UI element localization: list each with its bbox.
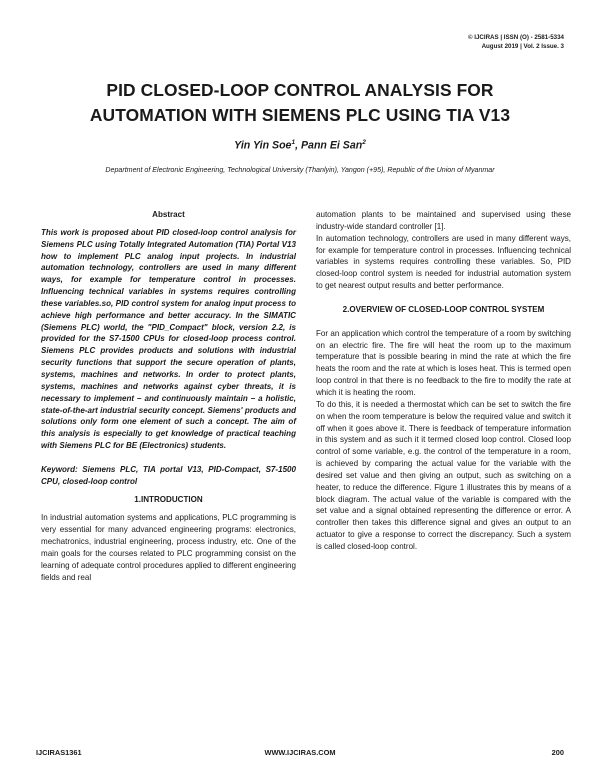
abstract-body: This work is proposed about PID closed-loop control analysis for Siemens PLC using Totally Integrated Automation (TIA) Portal V13 how to implement PLC analog input projects. In industrial automation technology, controllers are used in many different ways, for example for temperature control in processes. Influencing technical variables in systems requires controlling these variables.so, PID control system for analog input process to achieve high performance and better accuracy. In the SIMATIC (Siemens PLC) world, the "PID_Compact" block, version 2.2, is provided for the S7-1500 CPUs for closed-loop process control. Siemens PLC provides products and solutions with industrial security functions that support the secure operation of plants, systems, machines and networks. In order to protect plants, systems, machines and networks against cyber threats, it is necessary to implement – and continuously maintain – a holistic, state-of-the-art industrial security concept. Siemens' products and solutions only form one element of such a concept. The aim of this analysis is especially to get knowledge of practical teaching with Siemens PLC for BE (Electronics) students. [41, 227, 296, 451]
page-number: 200 [551, 748, 564, 757]
author-1: Yin Yin Soe [234, 139, 292, 152]
journal-issn: © IJCIRAS | ISSN (O) - 2581-5334 [467, 34, 564, 41]
title-line-1: PID CLOSED-LOOP CONTROL ANALYSIS FOR [106, 80, 494, 100]
journal-issue: August 2019 | Vol. 2 Issue. 3 [481, 42, 564, 50]
overview-paragraph-2: To do this, it is needed a thermostat which can be set to switch the fire on when the room temperature is below the required value and switch it off when it goes above it. There is feedback of temperature information in this system and as such it it termed closed loop control. Closed loop control of some variable, e.g. the control of the temperature in a room, is achieved by comparing the actual value for the variable with the desired set value and then giving an output, such as switching on a heater, to reduce the difference. Figure 1 illustrates this by means of a block diagram. The actual value of the variable is compared with the set value and a signal obtained representing the difference or error. A controller then takes this difference signal and gives an output to an actuator to give a response to correct the discrepancy. Such a system is called closed-loop control. [316, 399, 571, 551]
abstract-heading: Abstract [152, 210, 185, 219]
author-list [36, 139, 564, 152]
overview-paragraph-1: For an application which control the temperature of a room by switching on an electric fire. The fire will heat the room up to the maximum temperature that is possible bearing in mind the rate at which the fire heats the room and the rate at which is loses heat. This is termed open loop control in that there is no feedback to the fire to modify the rate at which it is heating the room. [316, 328, 571, 397]
author-2: Pann Ei San [300, 139, 363, 152]
keywords: Keyword: Siemens PLC, TIA portal V13, PID-Compact, S7-1500 CPU, closed-loop control [41, 464, 296, 486]
author-separator: , [295, 139, 301, 152]
footer-website: WWW.IJCIRAS.COM [264, 748, 336, 757]
author-1-affil: 1 [291, 139, 296, 146]
intro-paragraph-1: In industrial automation systems and applications, PLC programming is very essential for many advanced engineering programs: electronics, mechatronics, industrial engineering, process industry, etc. One of the main goals for the courses related to PLC programming consist on the learning of adequate control procedures applied to different engineering fields and real [41, 513, 296, 582]
footer-paper-id: IJCIRAS1361 [36, 748, 82, 757]
title-line-2: AUTOMATION WITH SIEMENS PLC USING TIA V13 [89, 104, 511, 125]
intro-paragraph-1-continued: automation plants to be maintained and supervised using these industry-wide standard controller [1]. [316, 210, 571, 231]
intro-heading: 1.INTRODUCTION [134, 494, 203, 504]
intro-paragraph-2: In automation technology, controllers are used in many different ways, for example for temperature control in processes. Influencing technical variables in systems requires controlling these variables. So, PID closed-loop control system is needed for industrial automation system to get nearest output results and better performance. [316, 233, 571, 291]
affiliation: Department of Electronic Engineering, Technological University (Thanlyin), Yangon (+95), Republic of the Union of Myanmar [105, 166, 495, 174]
paper-title [36, 78, 564, 127]
left-column [41, 209, 296, 583]
journal-header [468, 34, 564, 51]
overview-heading: 2.OVERVIEW OF CLOSED-LOOP CONTROL SYSTEM [342, 304, 545, 314]
right-column [316, 209, 571, 553]
author-2-affil: 2 [362, 139, 366, 146]
